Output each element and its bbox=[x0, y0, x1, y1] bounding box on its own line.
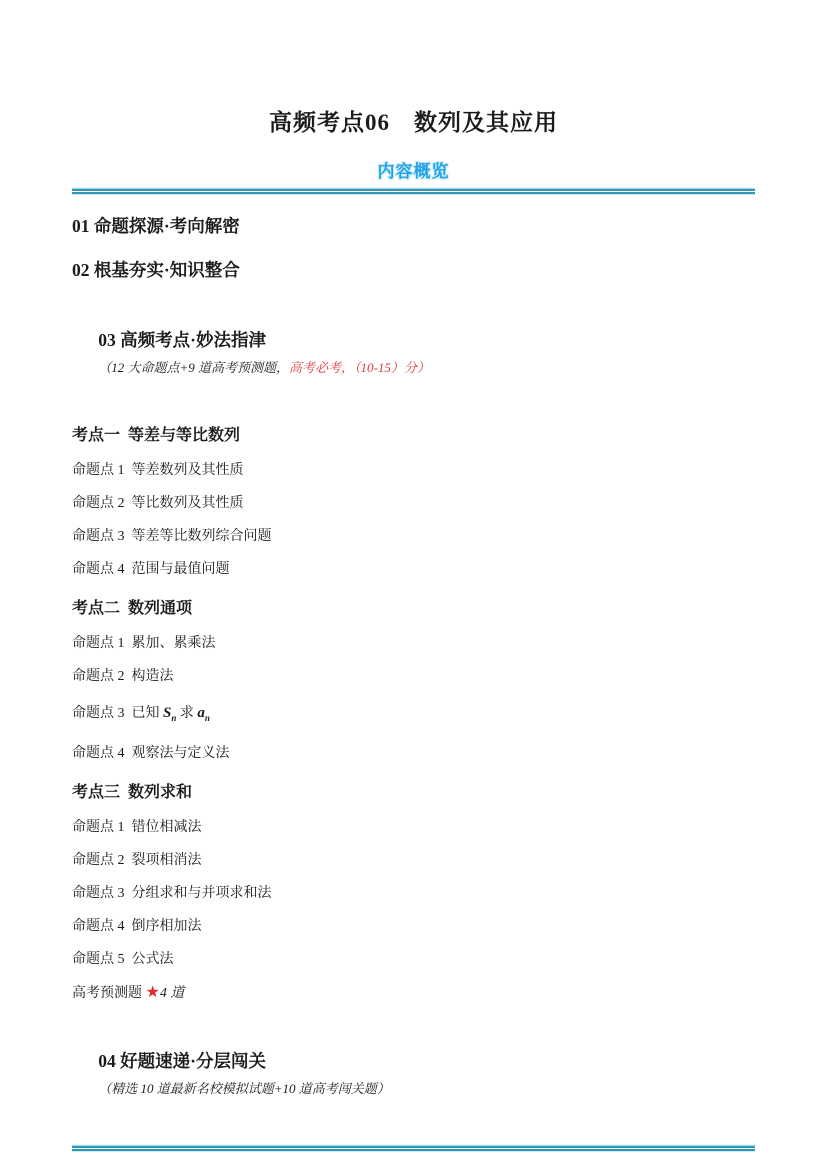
top-divider bbox=[72, 187, 755, 195]
topic-3-item-3: 命题点 3 分组求和与并项求和法 bbox=[72, 885, 272, 901]
math-sub-n2: n bbox=[204, 712, 210, 723]
content-overview-banner: 内容概览 bbox=[377, 162, 450, 181]
math-prefix: 命题点 3 已知 bbox=[72, 706, 163, 721]
section-02-heading: 02 根基夯实·知识整合 bbox=[72, 260, 240, 280]
bottom-divider bbox=[72, 1144, 755, 1152]
topic-2-heading: 考点二 数列通项 bbox=[72, 600, 193, 617]
math-mid: 求 bbox=[176, 706, 198, 721]
topic-3-item-2: 命题点 2 裂项相消法 bbox=[72, 852, 202, 868]
document-body bbox=[0, 187, 827, 1152]
topic-1-item-4: 命题点 4 范围与最值问题 bbox=[72, 562, 230, 577]
topic-1-item-1: 命题点 1 等差数列及其性质 bbox=[72, 463, 244, 478]
section-03-note-black: （12 大命题点+9 道高考预测题， bbox=[98, 360, 290, 375]
topic-1-item-2: 命题点 2 等比数列及其性质 bbox=[72, 496, 244, 511]
topic-1-item-3: 命题点 3 等差等比数列综合问题 bbox=[72, 529, 272, 544]
forecast-label: 高考预测题 bbox=[72, 985, 146, 1001]
topic-3-item-1: 命题点 1 错位相减法 bbox=[72, 819, 202, 835]
math-var-s: S bbox=[163, 705, 172, 721]
topic-3-item-4: 命题点 4 倒序相加法 bbox=[72, 918, 202, 934]
topic-3-item-5: 命题点 5 公式法 bbox=[72, 951, 174, 967]
math-sub-n1: n bbox=[171, 712, 177, 723]
topic-3-heading: 考点三 数列求和 bbox=[72, 783, 193, 801]
section-01-heading: 01 命题探源·考向解密 bbox=[72, 216, 240, 236]
section-03-title: 03 高频考点·妙法指津 bbox=[98, 330, 266, 350]
forecast-line bbox=[72, 983, 755, 1004]
topic-2-item-4: 命题点 4 观察法与定义法 bbox=[72, 745, 230, 761]
section-03-heading bbox=[72, 301, 755, 407]
section-04-note: （精选 10 道最新名校模拟试题+10 道高考闯关题） bbox=[98, 1080, 390, 1096]
star-icon: ★ bbox=[145, 983, 160, 1001]
section-04-title: 04 好题速递·分层闯关 bbox=[98, 1050, 266, 1071]
topic-1-heading: 考点一 等差与等比数列 bbox=[72, 427, 241, 444]
topic-2-item-1: 命题点 1 累加、累乘法 bbox=[72, 636, 216, 651]
page-title: 高频考点06 数列及其应用 bbox=[269, 110, 558, 135]
section-04-heading bbox=[72, 1022, 755, 1128]
math-var-a: a bbox=[197, 705, 205, 721]
section-03-note bbox=[98, 360, 430, 375]
section-03-note-red: 高考必考，（10-15）分） bbox=[289, 360, 430, 375]
topic-2-item-3-math bbox=[72, 703, 755, 728]
forecast-count: 4 道 bbox=[159, 985, 185, 1001]
topic-2-item-2: 命题点 2 构造法 bbox=[72, 669, 174, 684]
